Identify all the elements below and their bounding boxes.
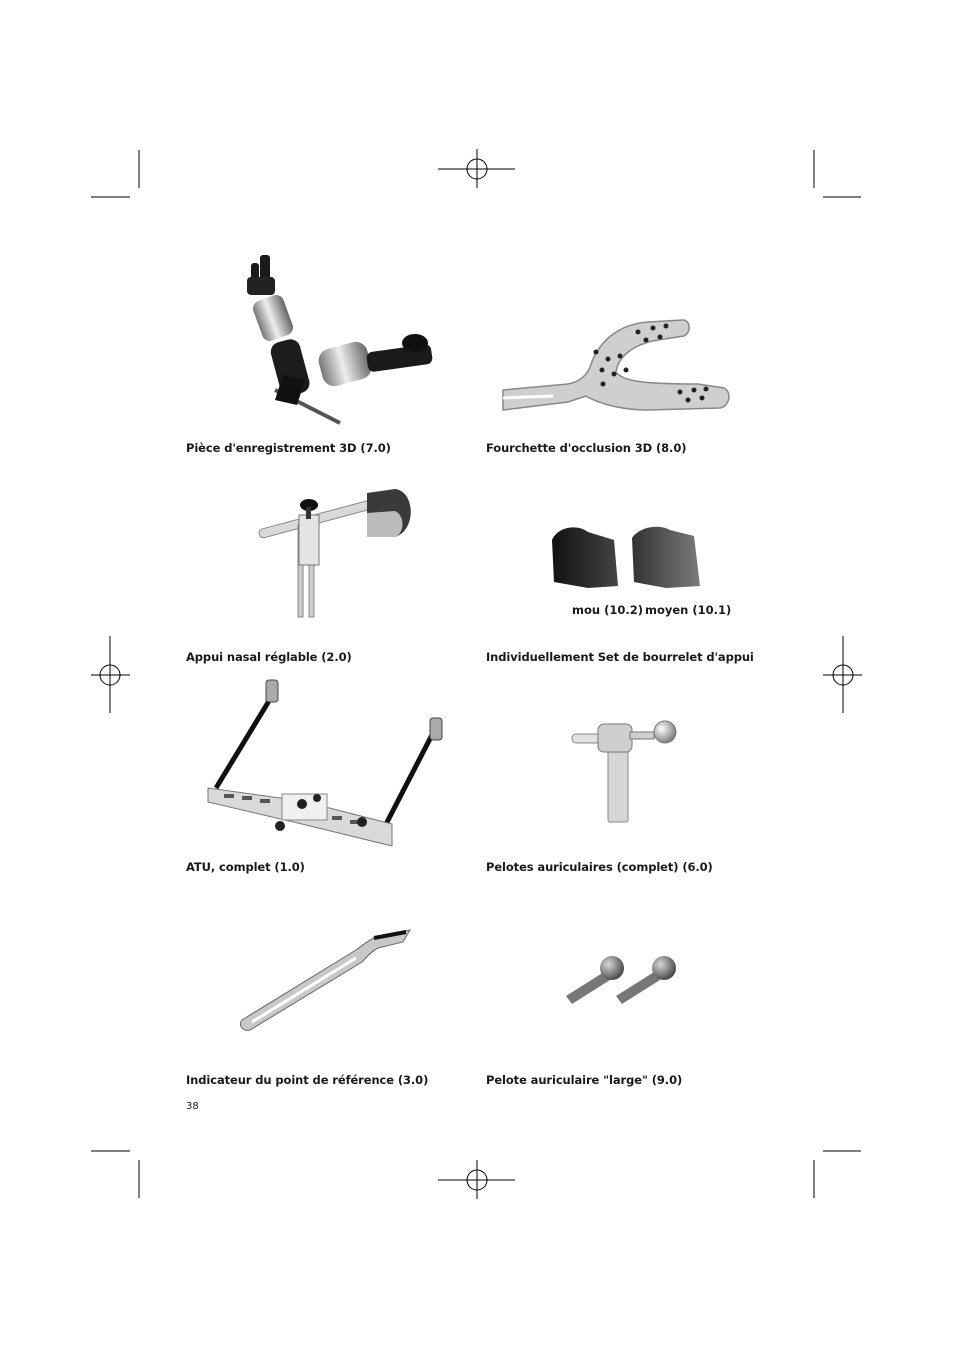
3d-recording-piece-icon: [235, 245, 450, 430]
support-pad-medium-label: moyen (10.1): [645, 603, 732, 617]
reference-point-indicator-icon: [238, 928, 413, 1033]
ear-pieces-icon: [570, 718, 680, 826]
item-caption: Pelotes auriculaires (complet) (6.0): [486, 860, 713, 874]
3d-bite-fork-icon: [498, 312, 734, 417]
item-caption: Pelote auriculaire "large" (9.0): [486, 1073, 683, 1087]
item-caption: Appui nasal réglable (2.0): [186, 650, 352, 664]
atu-frame-icon: [202, 676, 454, 858]
item-caption: Fourchette d'occlusion 3D (8.0): [486, 441, 687, 455]
item-caption: Indicateur du point de référence (3.0): [186, 1073, 429, 1087]
page-number: 38: [186, 1101, 199, 1112]
support-pads-icon: [548, 522, 703, 594]
item-caption: Pièce d'enregistrement 3D (7.0): [186, 441, 391, 455]
item-caption: ATU, complet (1.0): [186, 860, 305, 874]
large-ear-piece-icon: [560, 952, 682, 1010]
adjustable-nose-rest-icon: [255, 485, 420, 625]
item-caption: Individuellement Set de bourrelet d'appui: [486, 650, 754, 664]
support-pad-soft-label: mou (10.2): [572, 603, 643, 617]
